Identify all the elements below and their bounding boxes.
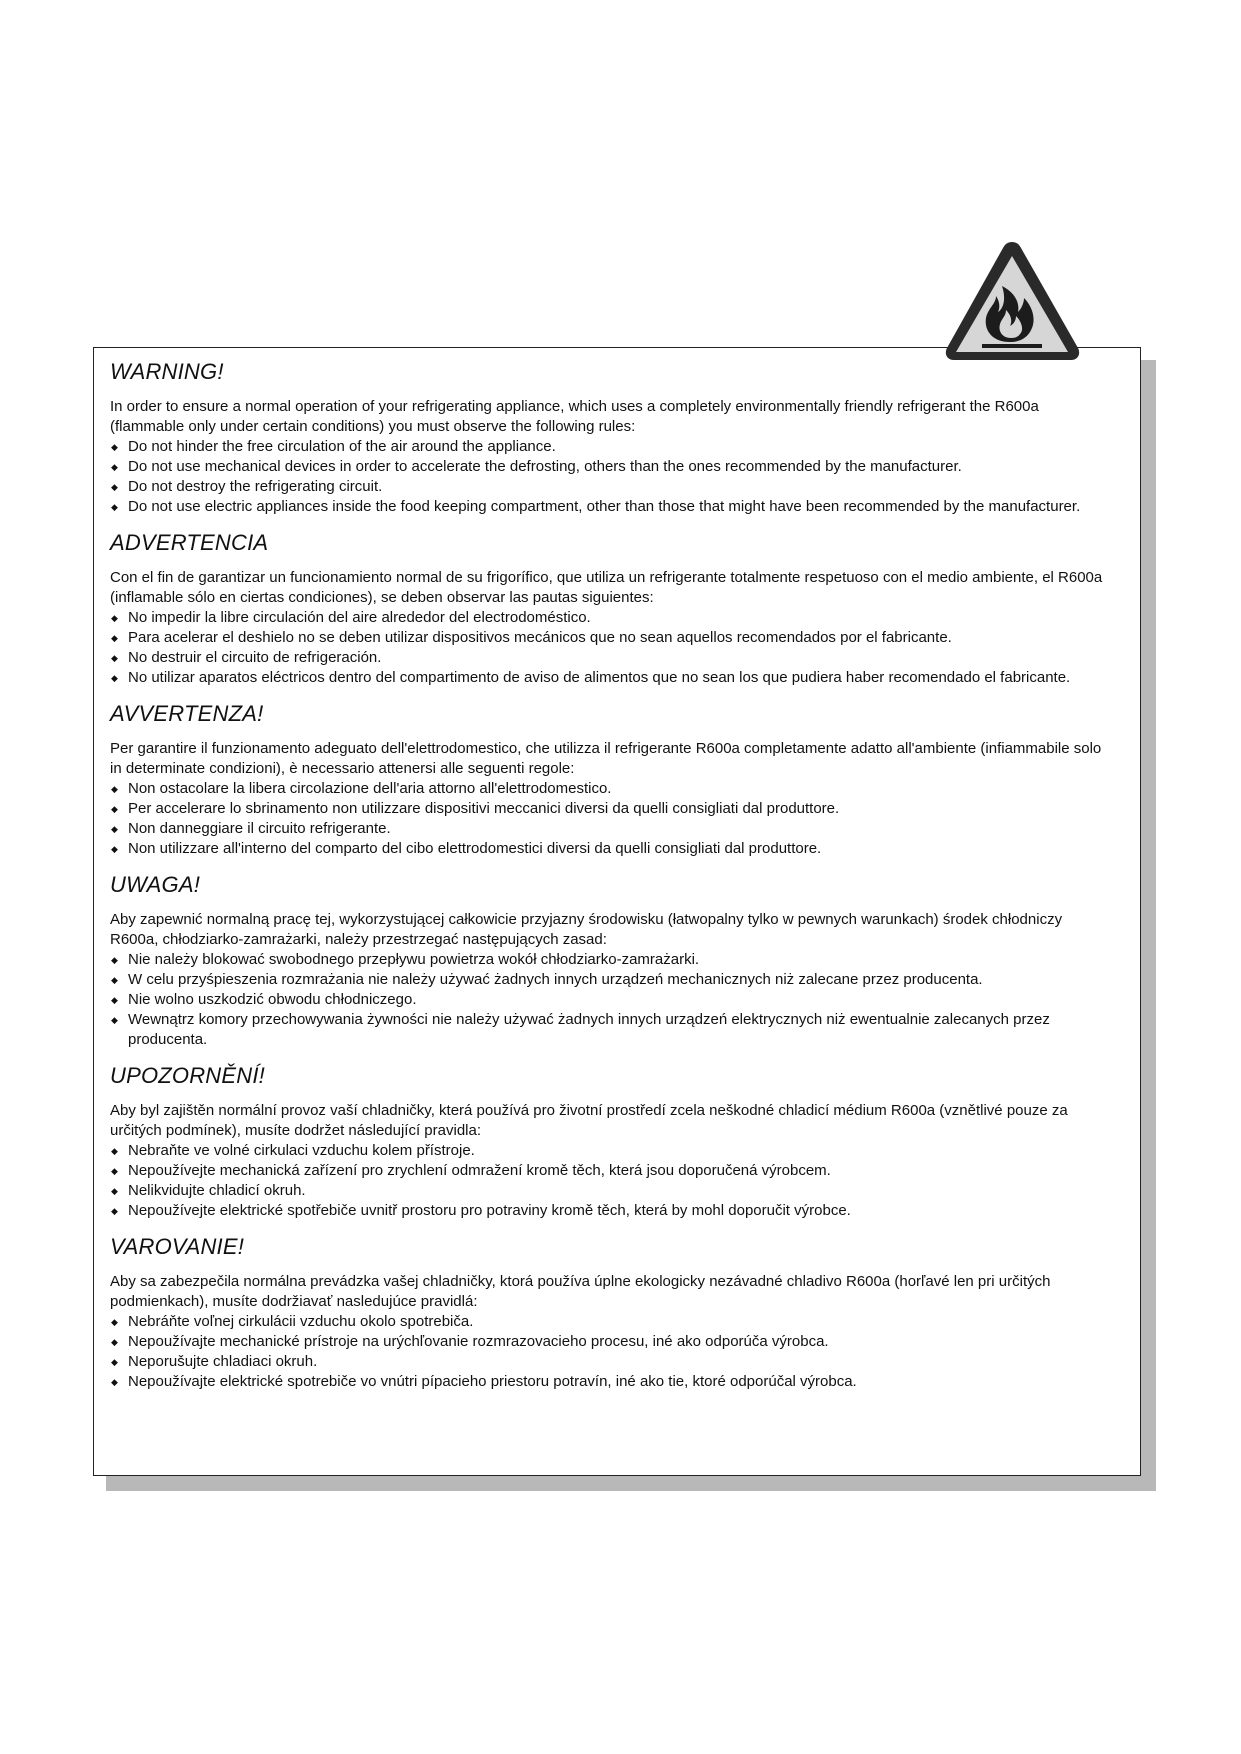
rule-item: ◆ Nepoužívajte elektrické spotrebiče vo vnútri pípacieho priestoru potravín, iné ako tie, ktoré odporúčal výrobca. [110,1372,1112,1392]
rule-item: ◆ Nebráňte voľnej cirkulácii vzduchu okolo spotrebiča. [110,1312,1112,1332]
section-heading: AVVERTENZA! [110,701,264,726]
section-heading: UPOZORNĚNÍ! [110,1063,265,1088]
rule-item: ◆ Non danneggiare il circuito refrigerante. [110,819,1112,839]
section-heading: UWAGA! [110,872,201,897]
rule-item: ◆ Nepoužívajte mechanické prístroje na urýchľovanie rozmrazovacieho procesu, iné ako odporúča výrobca. [110,1332,1112,1352]
rules-list [110,437,1112,517]
rule-item: ◆ Nelikvidujte chladicí okruh. [110,1181,1112,1201]
section-intro: In order to ensure a normal operation of your refrigerating appliance, which uses a completely environmentally friendly refrigerant the R600a (flammable only under certain conditions) you must observe the following rules: [110,398,1039,435]
section-en [110,358,1112,517]
section-intro: Aby sa zabezpečila normálna prevádzka vašej chladničky, ktorá používa úplne ekologicky nezávadné chladivo R600a (horľavé len pri určitých podmienkach), musíte dodržiavať nasledujúce pravidlá: [110,1273,1051,1310]
warning-box [93,347,1141,1476]
rule-item: ◆ W celu przyśpieszenia rozmrażania nie należy używać żadnych innych urządzeń mechanicznych niż zalecane przez producenta. [110,970,1112,990]
section-intro: Aby zapewnić normalną pracę tej, wykorzystującej całkowicie przyjazny środowisku (łatwopalny tylko w pewnych warunkach) środek chłodniczy R600a, chłodziarko-zamrażarki, należy przestrzegać następujących zasad: [110,911,1063,948]
rules-list [110,608,1112,688]
section-intro: Aby byl zajištěn normální provoz vaší chladničky, která používá pro životní prostředí zcela neškodné chladicí médium R600a (vznětlivé pouze za určitých podmínek), musíte dodržet následující pravidla: [110,1102,1068,1139]
rule-item: ◆ Nepoužívejte mechanická zařízení pro zrychlení odmražení kromě těch, která jsou doporučená výrobcem. [110,1161,1112,1181]
section-sk [110,1233,1112,1392]
rules-list [110,1312,1112,1392]
rules-list [110,1141,1112,1221]
rule-item: ◆ Do not destroy the refrigerating circuit. [110,477,1112,497]
rule-item: ◆ Per accelerare lo sbrinamento non utilizzare dispositivi meccanici diversi da quelli consigliati dal produttore. [110,799,1112,819]
rule-item: ◆ Nebraňte ve volné cirkulaci vzduchu kolem přístroje. [110,1141,1112,1161]
section-es [110,529,1112,688]
rule-item: ◆ Do not use electric appliances inside the food keeping compartment, other than those that might have been recommended by the manufacturer. [110,497,1112,517]
rule-item: ◆ Neporušujte chladiaci okruh. [110,1352,1112,1372]
rule-item: ◆ Para acelerar el deshielo no se deben utilizar dispositivos mecánicos que no sean aquellos recomendados por el fabricante. [110,628,1112,648]
rule-item: ◆ No utilizar aparatos eléctricos dentro del compartimento de aviso de alimentos que no sean los que pudiera haber recomendado el fabricante. [110,668,1112,688]
rule-item: ◆ Non utilizzare all'interno del comparto del cibo elettrodomestici diversi da quelli consigliati dal produttore. [110,839,1112,859]
section-it [110,700,1112,859]
section-cs [110,1062,1112,1221]
flammable-warning-icon [940,238,1085,366]
rule-item: ◆ No destruir el circuito de refrigeración. [110,648,1112,668]
section-heading: VAROVANIE! [110,1234,245,1259]
section-intro: Per garantire il funzionamento adeguato dell'elettrodomestico, che utilizza il refrigerante R600a completamente adatto all'ambiente (infiammabile solo in determinate condizioni), è necessario attenersi alle seguenti regole: [110,740,1102,777]
rules-list [110,779,1112,859]
rule-item: ◆ Non ostacolare la libera circolazione dell'aria attorno all'elettrodomestico. [110,779,1112,799]
rule-item: ◆ No impedir la libre circulación del aire alrededor del electrodoméstico. [110,608,1112,628]
rule-item: ◆ Do not hinder the free circulation of the air around the appliance. [110,437,1112,457]
rule-item: ◆ Nepoužívejte elektrické spotřebiče uvnitř prostoru pro potraviny kromě těch, která by mohl doporučit výrobce. [110,1201,1112,1221]
section-heading: WARNING! [110,359,224,384]
section-pl [110,871,1112,1050]
rule-item: ◆ Wewnątrz komory przechowywania żywności nie należy używać żadnych innych urządzeń elektrycznych niż ewentualnie zalecanych przez producenta. [110,1010,1112,1050]
section-heading: ADVERTENCIA [110,530,269,555]
rule-item: ◆ Nie należy blokować swobodnego przepływu powietrza wokół chłodziarko-zamrażarki. [110,950,1112,970]
rules-list [110,950,1112,1050]
section-intro: Con el fin de garantizar un funcionamiento normal de su frigorífico, que utiliza un refrigerante totalmente respetuoso con el medio ambiente, el R600a (inflamable sólo en ciertas condiciones), se deben observar las pautas siguientes: [110,569,1103,606]
rule-item: ◆ Nie wolno uszkodzić obwodu chłodniczego. [110,990,1112,1010]
rule-item: ◆ Do not use mechanical devices in order to accelerate the defrosting, others than the ones recommended by the manufacturer. [110,457,1112,477]
